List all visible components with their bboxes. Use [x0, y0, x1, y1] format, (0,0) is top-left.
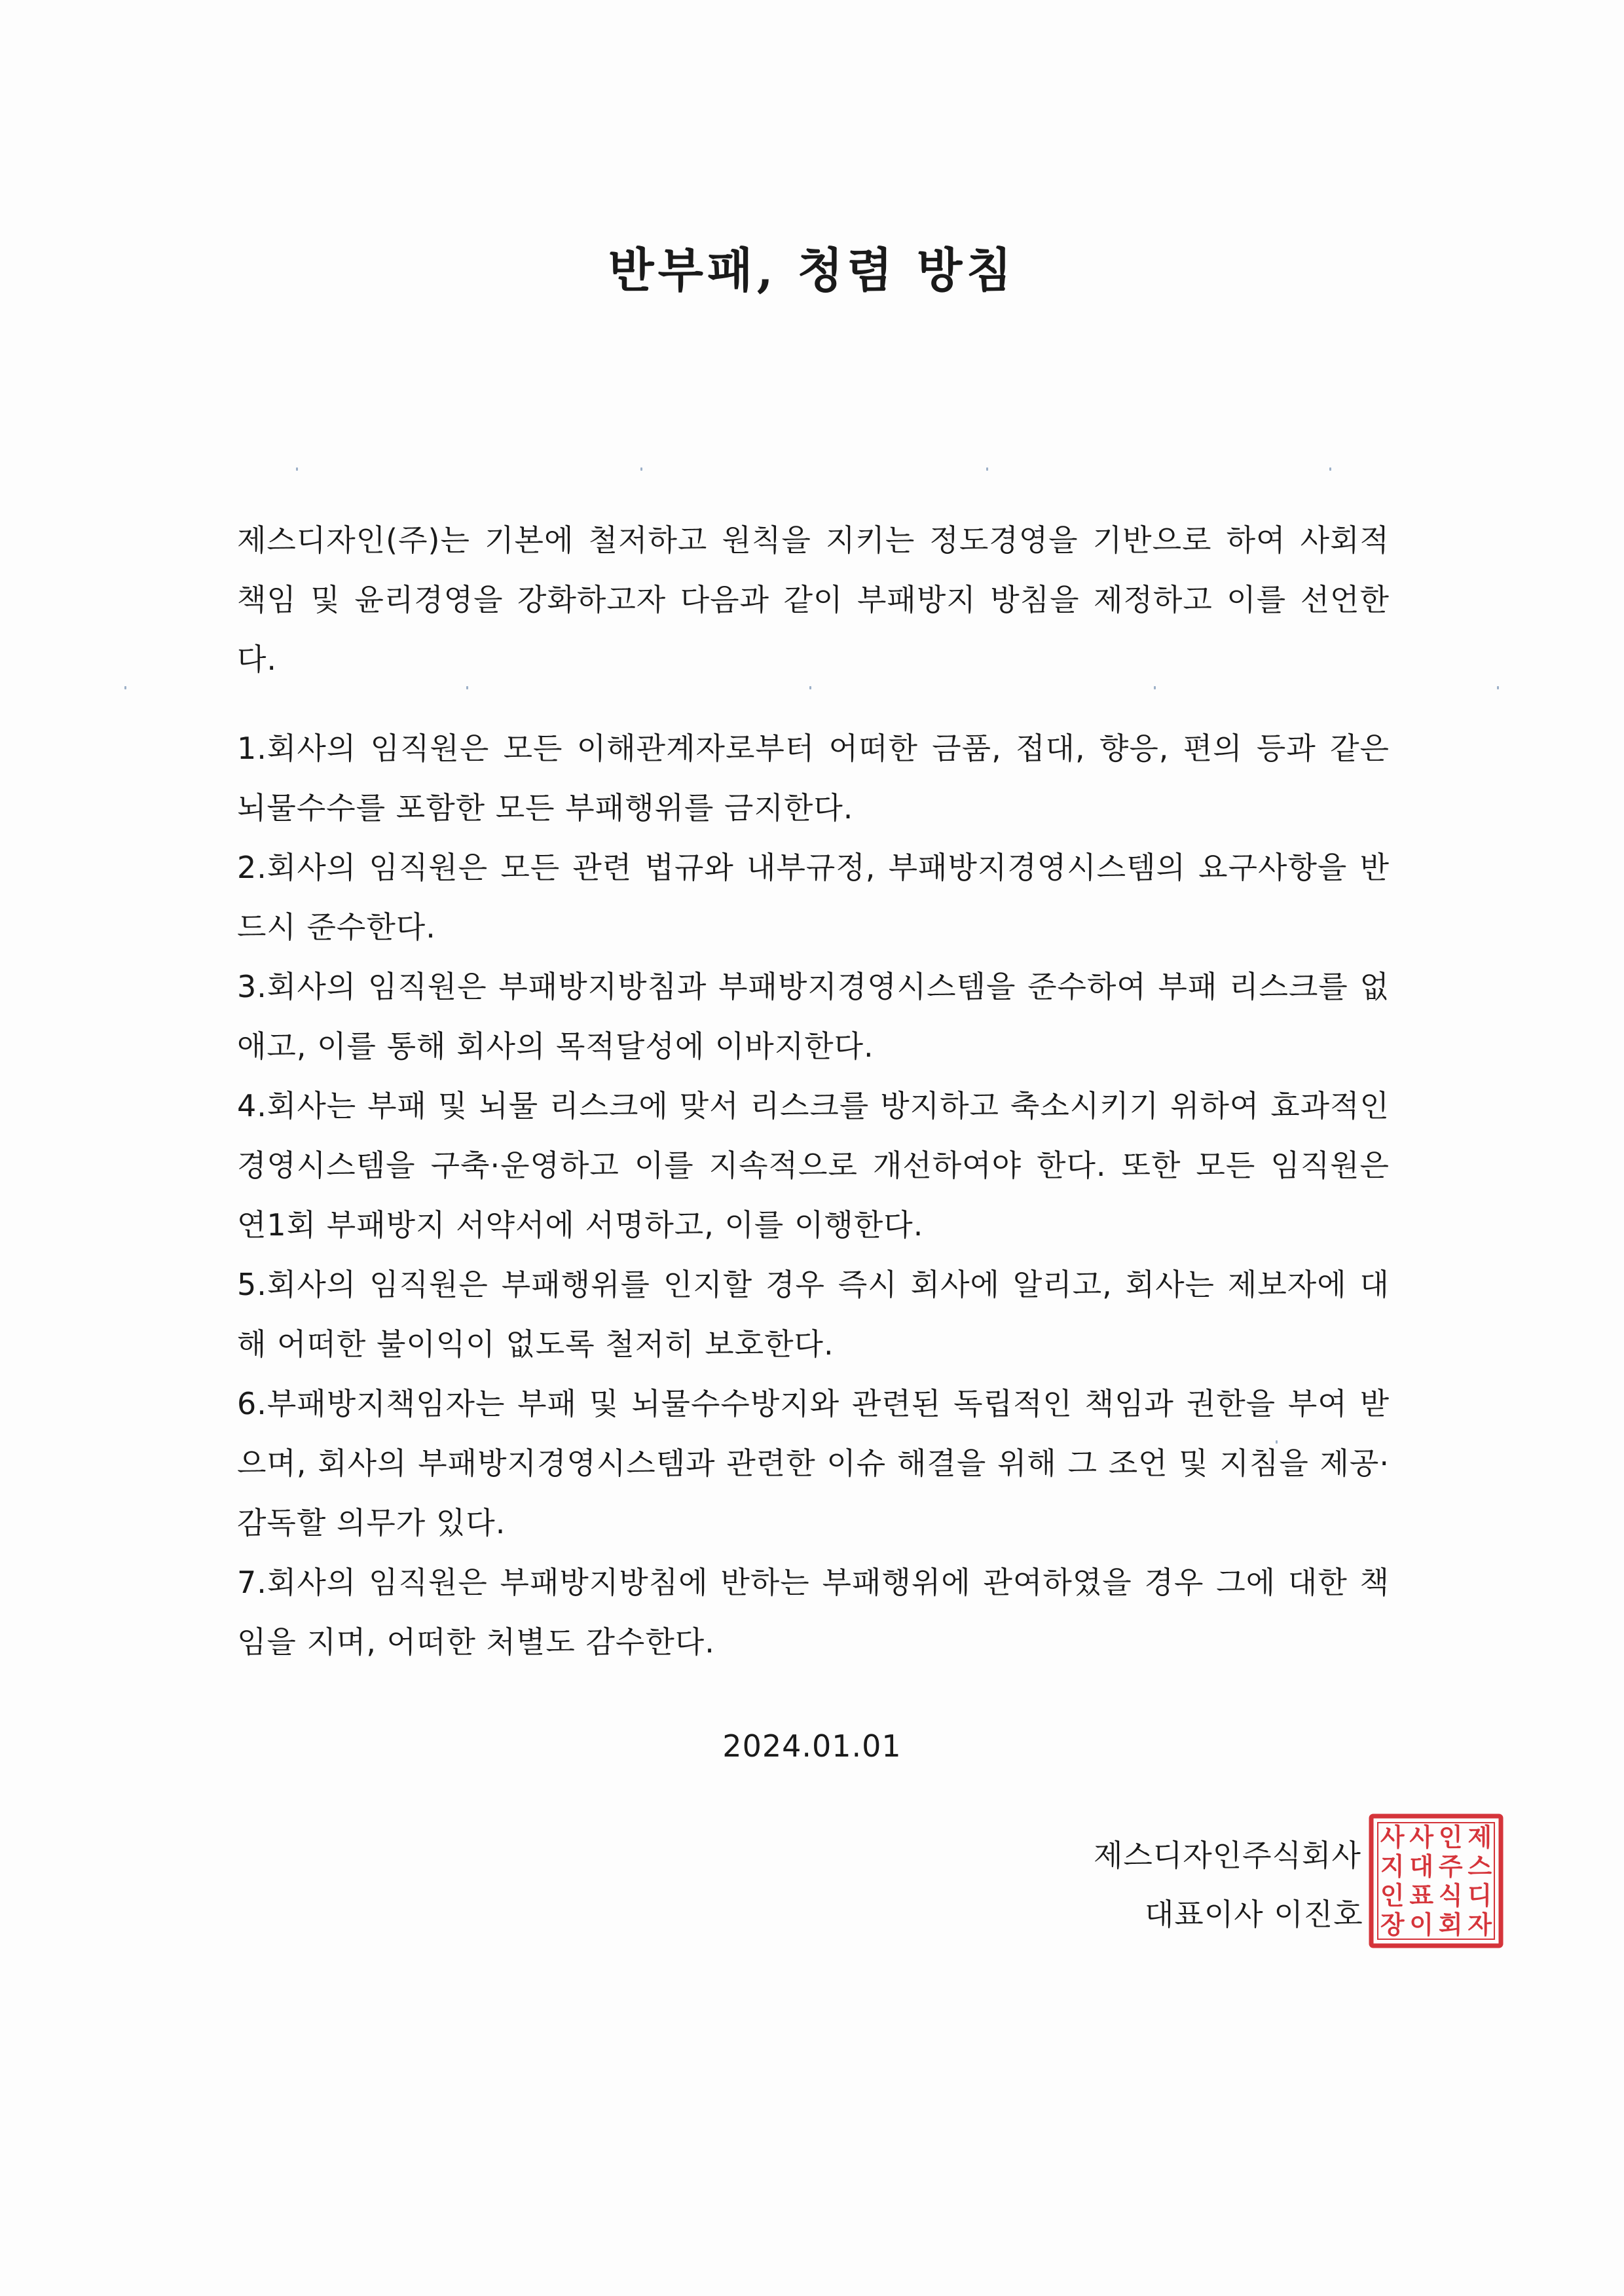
seal-glyph: 표: [1409, 1880, 1434, 1910]
policy-items-list: [237, 719, 1390, 1672]
seal-glyph: 대: [1409, 1851, 1434, 1881]
policy-item: 7.회사의 임직원은 부패방지방침에 반하는 부패행위에 관여하였을 경우 그에 대한 책임을 지며, 어떠한 처별도 감수한다.: [237, 1565, 1390, 1660]
seal-glyph: 인: [1380, 1880, 1405, 1910]
policy-item: 3.회사의 임직원은 부패방지방침과 부패방지경영시스템을 준수하여 부패 리스크를 없애고, 이를 통해 회사의 목적달성에 이바지한다.: [237, 969, 1390, 1064]
company-seal-icon: [1367, 1812, 1505, 1950]
document-date: 2024.01.01: [722, 1728, 902, 1764]
seal-glyph: 장: [1380, 1909, 1405, 1939]
representative-name: 대표이사 이진호: [1145, 1897, 1363, 1932]
seal-glyph: 이: [1409, 1909, 1434, 1939]
seal-glyph: 제: [1467, 1822, 1492, 1852]
seal-glyph: 인: [1438, 1822, 1463, 1852]
company-name: 제스디자인주식회사: [1094, 1838, 1361, 1873]
document-title: 반부패, 청렴 방침: [608, 242, 1016, 298]
policy-item: 4.회사는 부패 및 뇌물 리스크에 맞서 리스크를 방지하고 축소시키기 위하여 효과적인 경영시스템을 구축·운영하고 이를 지속적으로 개선하여야 한다. 또한 모든 임직원은 연1회 부패방지 서약서에 서명하고, 이를 이행한다.: [237, 1088, 1390, 1243]
seal-glyph: 자: [1467, 1909, 1492, 1939]
intro-paragraph: 제스디자인(주)는 기본에 철저하고 원칙을 지키는 정도경영을 기반으로 하여 사회적 책임 및 윤리경영을 강화하고자 다음과 같이 부패방지 방침을 제정하고 이를 선언한다.: [237, 522, 1390, 677]
seal-glyph: 사: [1380, 1822, 1405, 1852]
policy-item: 5.회사의 임직원은 부패행위를 인지할 경우 즉시 회사에 알리고, 회사는 제보자에 대해 어떠한 불이익이 없도록 철저히 보호한다.: [237, 1267, 1390, 1362]
seal-glyph: 사: [1409, 1822, 1434, 1852]
seal-glyph: 스: [1467, 1851, 1492, 1881]
seal-glyph: 식: [1438, 1880, 1463, 1910]
seal-glyph: 주: [1438, 1851, 1463, 1881]
policy-item: 2.회사의 임직원은 모든 관련 법규와 내부규정, 부패방지경영시스템의 요구사항을 반드시 준수한다.: [237, 850, 1390, 945]
policy-item: 6.부패방지책임자는 부패 및 뇌물수수방지와 관련된 독립적인 책임과 권한을 부여 받으며, 회사의 부패방지경영시스템과 관련한 이슈 해결을 위해 그 조언 및 지침을 제공·감독할 의무가 있다.: [237, 1386, 1390, 1540]
seal-glyph: 지: [1380, 1851, 1405, 1881]
policy-item: 1.회사의 임직원은 모든 이해관계자로부터 어떠한 금품, 접대, 향응, 편의 등과 같은 뇌물수수를 포함한 모든 부패행위를 금지한다.: [237, 731, 1390, 826]
seal-glyph: 회: [1438, 1909, 1463, 1939]
seal-glyph: 디: [1467, 1880, 1492, 1910]
